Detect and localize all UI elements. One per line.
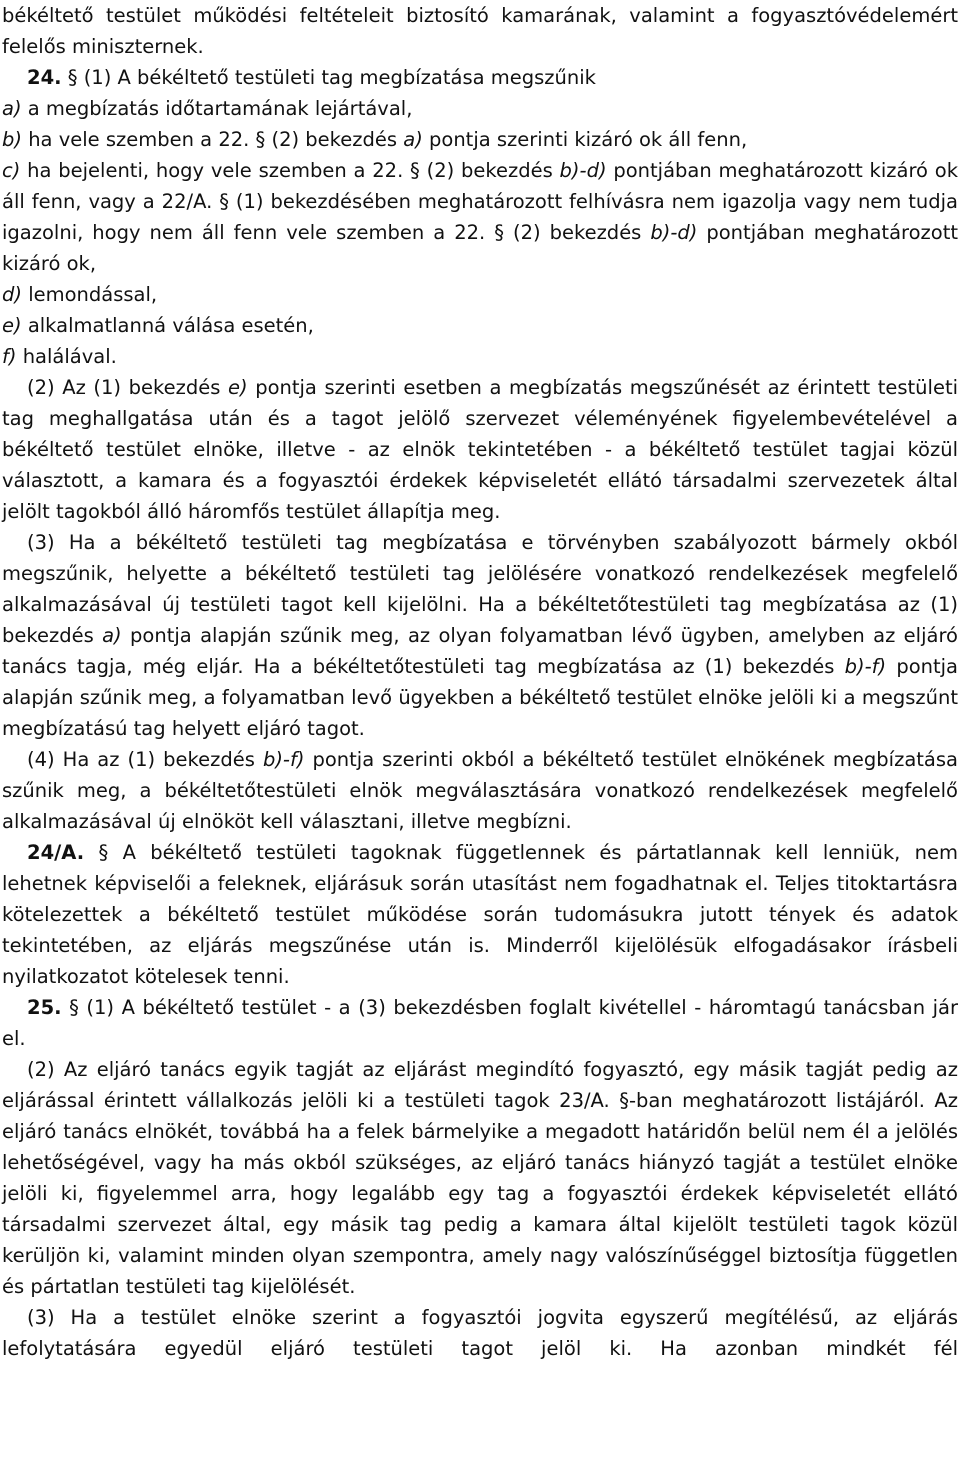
list-item-b: b) ha vele szemben a 22. § (2) bekezdés a) pontja szerinti kizáró ok áll fenn, — [2, 128, 748, 151]
list-item-e: e) alkalmatlanná válása esetén, — [2, 314, 314, 337]
paragraph-continuation: békéltető testület működési feltételeit biztosító kamarának, valamint a fogyasztóvédelemért felelős miniszternek. — [2, 4, 958, 58]
section-24-paragraph-3: (3) Ha a békéltető testületi tag megbízatása e törvényben szabályozott bármely okból megszűnik, helyette a békéltető testületi tag jelölésére vonatkozó rendelkezések megfelelő alkalmazásával új testületi tagot kell kijelölni. Ha a békéltetőtestületi tag megbízatása az (1) bekezdés a) pontja alapján szűnik meg, az olyan folyamatban lévő ügyben, amelyben az eljáró tanács tagja, még eljár. Ha a békéltetőtestületi tag megbízatása az (1) bekezdés b)-f) pontja alapján szűnik meg, a folyamatban levő ügyekben a békéltető testület elnöke jelöli ki a megszűnt megbízatású tag helyett eljáró tagot. — [2, 531, 959, 740]
section-number: 24/A. — [27, 841, 85, 864]
list-item-d: d) lemondással, — [2, 283, 158, 306]
list-item-f: f) halálával. — [2, 345, 117, 368]
section-number: 25. — [27, 996, 62, 1019]
section-24-heading: 24. § (1) A békéltető testületi tag megbízatása megszűnik — [27, 66, 596, 89]
section-25-heading: 25. § (1) A békéltető testület - a (3) bekezdésben foglalt kivétellel - háromtagú tanácsban jár el. — [2, 996, 958, 1050]
section-24-paragraph-2: (2) Az (1) bekezdés e) pontja szerinti esetben a megbízatás megszűnését az érintett testületi tag meghallgatása után és a tagot jelölő szervezet véleményének figyelembevételével a békéltető testület elnöke, illetve - az elnök tekintetében - a békéltető testület tagjai közül választott, a kamara és a fogyasztói érdekek képviseletét ellátó társadalmi szervezetek által jelölt tagokból álló háromfős testület állapítja meg. — [2, 376, 959, 523]
list-item-a: a) a megbízatás időtartamának lejártával, — [2, 97, 413, 120]
section-number: 24. — [27, 66, 62, 89]
section-24A: 24/A. § A békéltető testületi tagoknak függetlennek és pártatlannak kell lenniük, nem lehetnek képviselői a feleknek, eljárásuk során utasítást nem fogadhatnak el. Teljes titoktartásra kötelezettek a békéltető testület működése során tudomásukra jutott tények és adatok tekintetében, az eljárás megszűnése után is. Minderről kijelölésük elfogadásakor írásbeli nyilatkozatot kötelesek tenni. — [2, 841, 959, 988]
section-24-paragraph-4: (4) Ha az (1) bekezdés b)-f) pontja szerinti okból a békéltető testület elnökének megbízatása szűnik meg, a békéltetőtestületi elnök megválasztására vonatkozó rendelkezések megfelelő alkalmazásával új elnököt kell választani, illetve megbízni. — [2, 748, 958, 833]
section-25-paragraph-3: (3) Ha a testület elnöke szerint a fogyasztói jogvita egyszerű megítélésű, az eljárás lefolytatására egyedül eljáró testületi tagot jelöl ki. Ha azonban mindkét fél — [2, 1306, 958, 1360]
section-25-paragraph-2: (2) Az eljáró tanács egyik tagját az eljárást megindító fogyasztó, egy másik tagját pedig az eljárással érintett vállalkozás jelöli ki a testületi tagok 23/A. §-ban meghatározott listájáról. Az eljáró tanács elnökét, továbbá ha a felek bármelyike a megadott határidőn belül nem él a jelölés lehetőségével, vagy ha más okból szükséges, az eljáró tanács hiányzó tagját a testület elnöke jelöli ki, figyelemmel arra, hogy legalább egy tag a fogyasztói érdekek képviseletét ellátó társadalmi szervezet által, egy másik tag pedig a kamara által kijelölt testületi tagok közül kerüljön ki, valamint minden olyan szempontra, amely nagy valószínűséggel biztosítja független és pártatlan testületi tag kijelölését. — [2, 1058, 958, 1298]
list-item-c: c) ha bejelenti, hogy vele szemben a 22. § (2) bekezdés b)-d) pontjában meghatározott kizáró ok áll fenn, vagy a 22/A. § (1) bekezdésében meghatározott felhívásra nem igazolja vagy nem tudja igazolni, hogy nem áll fenn vele szemben a 22. § (2) bekezdés b)-d) pontjában meghatározott kizáró ok, — [2, 159, 958, 275]
